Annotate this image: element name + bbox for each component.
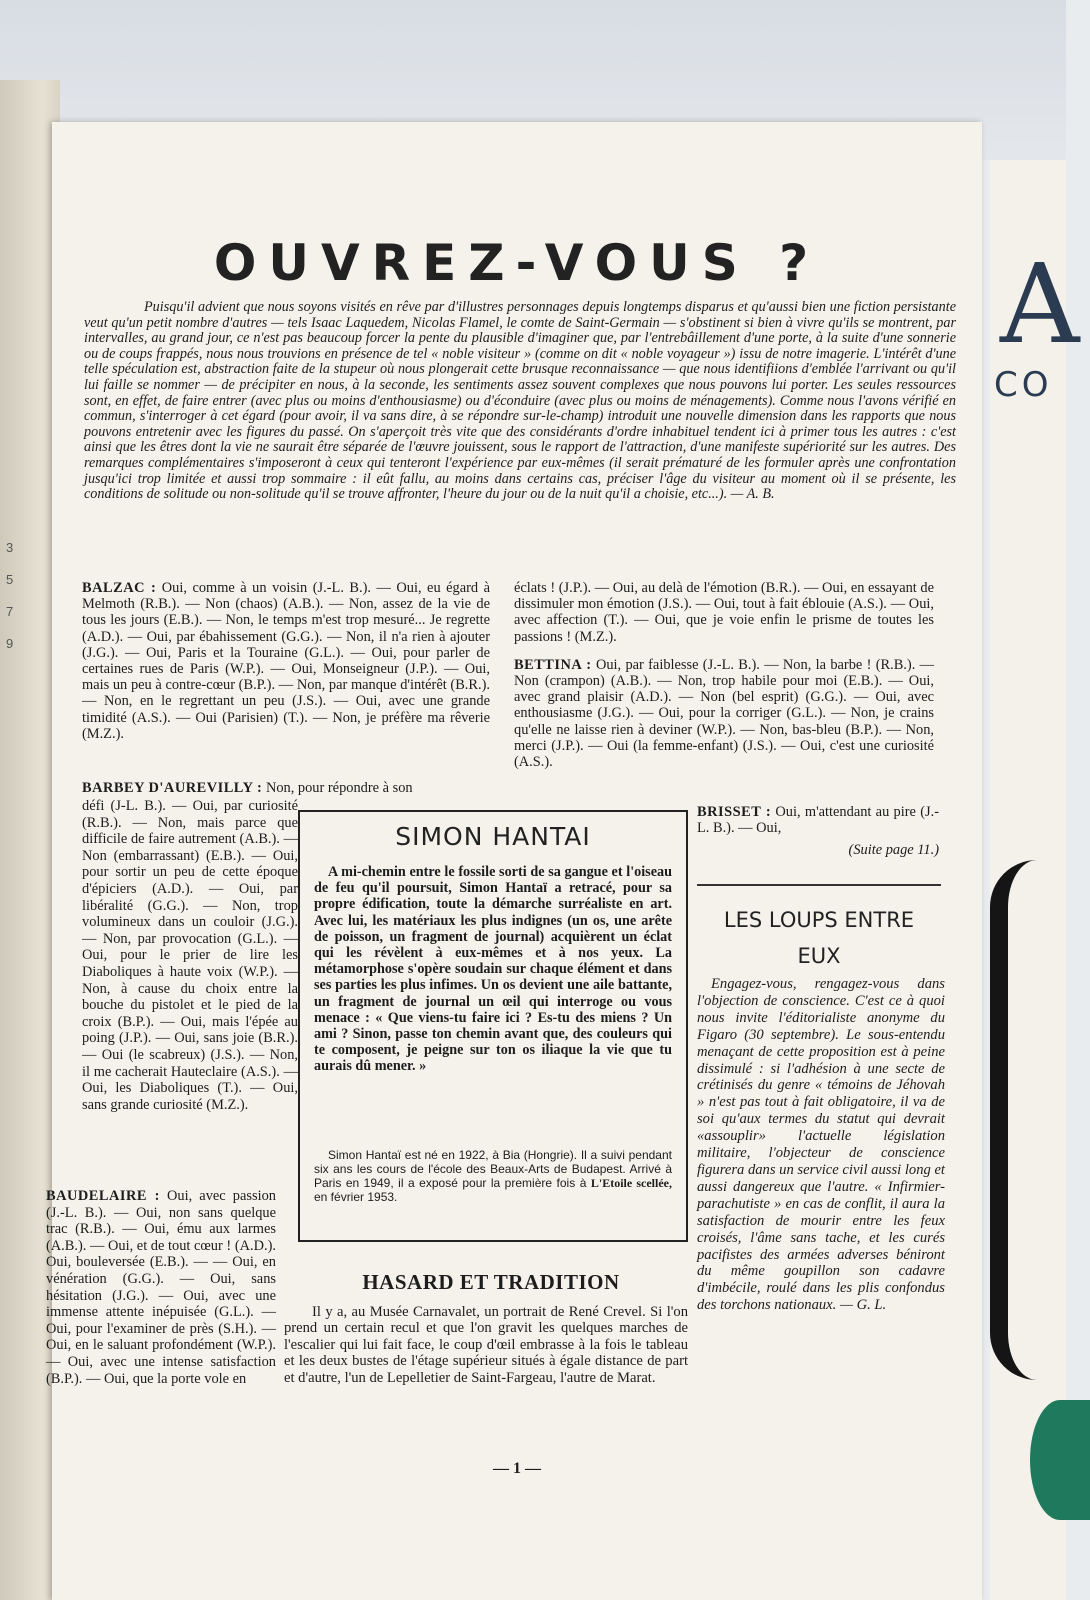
- page-title: OUVREZ-VOUS ?: [213, 234, 821, 292]
- hantai-bio-text: Simon Hantaï est né en 1922, à Bia (Hongrie). Il a suivi pendant six ans les cours de l'école des Beaux-Arts de Budapest. Arrivé à Paris en 1949, il a exposé pour la première fois à: [314, 1148, 672, 1190]
- loups-title: [697, 902, 941, 974]
- left-column: [82, 580, 490, 754]
- entry-text: Non, pour répondre à son: [265, 780, 413, 796]
- entry-barbey-text: défi (J-L. B.). — Oui, par curiosité (R.B.). — Non, mais parce que difficile de faire autrement (A.B.). — Non (embarrassant) (E.B.). — Oui, pour sortir un peu de cette époque d'épiciers (A.D.). — Oui, par libéralité (G.G.). — Non, trop volumineux dans un couloir (J.G.). — Non, par provocation (G.L.). — Oui, pour le prier de lire les Diaboliques à haute voix (W.P.). — Non, à cause du choix entre la bouche du pistolet et le pied de la croix (B.P.). — Oui, mais l'épée au poing (J.P.). — Oui, sans joie (B.R.). — Oui (le scabreux) (J.S.). — Non, il me cacherait Hauteclaire (A.S.). — Oui, les Diaboliques (T.). — Oui, sans grande curiosité (M.Z.).: [82, 798, 298, 1113]
- cover-green-shape: [1030, 1400, 1090, 1520]
- loups-title-line: EUX: [797, 944, 841, 968]
- margin-number: 7: [6, 604, 14, 619]
- loups-title-line: LES LOUPS ENTRE: [723, 908, 915, 932]
- entry-barbey-heading: [82, 780, 492, 796]
- hantai-bio-date: en février 1953.: [314, 1190, 398, 1204]
- entry-bettina: [514, 657, 934, 770]
- entry-name: BAUDELAIRE :: [46, 1188, 160, 1204]
- hantai-quote: A mi-chemin entre le fossile sorti de sa gangue et l'oiseau de feu qu'il poursuit, Simon Hantaï a retracé, pour sa propre édification, toute la démarche surréaliste en art. Avec lui, les matériaux les plus indignes (un os, une arête de poisson, un fragment de journal) acquièrent un éclat qui les révèlent à eux-mêmes et à nos yeux. La métamorphose s'opère soudain sur chaque élément et dans ses parties les plus infimes. Un os devient une aile battante, un fragment de journal un œil qui interroge ou vous menace : « Que viens-tu faire ici ? Es-tu des miens ? Un ami ? Sinon, passe ton chemin avant que, des couleurs qui te composent, je peigne sur ton os iliaque la vie que tu aurais dû mener. »: [314, 864, 672, 1075]
- page-number: — 1 —: [493, 1460, 541, 1477]
- entry-name: BRISSET :: [697, 804, 772, 820]
- hantai-bio-place: L'Etoile scellée,: [590, 1176, 673, 1190]
- entry-text: Oui, m'attendant au pire (J.-L. B.). — Oui,: [697, 804, 939, 837]
- continued-note: (Suite page 11.): [848, 842, 939, 858]
- entry-baudelaire: [46, 1188, 276, 1387]
- section-divider: [697, 884, 941, 886]
- cover-brush-stroke: [990, 860, 1084, 1380]
- entry-brisset: [697, 804, 939, 836]
- entry-text: Oui, par faiblesse (J.-L. B.). — Non, la barbe ! (R.B.). — Non (crampon) (A.B.). — Non, trop habile pour moi (E.B.). — Oui, avec grand plaisir (A.D.). — Non (bel esprit) (G.G.). — Oui, avec enthousiasme (J.G.). — Oui, pour la corriger (G.L.). — Non, je crains qu'elle ne laisse rien à deviner (W.P.). — Non, bas-bleu (B.P.). — Non, merci (J.P.). — Oui (la femme-enfant) (J.S.). — Oui, c'est une curiosité (A.S.).: [514, 656, 935, 771]
- entry-name: BARBEY D'AUREVILLY :: [82, 780, 263, 796]
- entry-name: BALZAC :: [82, 580, 157, 596]
- hantai-title: SIMON HANTAI: [395, 822, 591, 851]
- magazine-page: [46, 122, 982, 1600]
- intro-paragraph: Puisqu'il advient que nous soyons visités en rêve par d'illustres personnages depuis longtemps disparus et qu'aussi bien une fiction persistante veut qu'un petit nombre d'autres — tels Isaac Laquedem, Nicolas Flamel, le comte de Saint-Germain — s'obstinent si bien à vivre qu'ils se montrent, par intervalles, au grand jour, ce n'est pas beaucoup forcer la pente du plausible d'imaginer que, par l'entrebâillement d'une porte, à la suite d'une sonnerie ou de coups frappés, nous nous trouvions en présence de tel « noble visiteur » (comme on dit « noble voyageur ») issu de notre imagerie. L'intérêt d'une telle spéculation est, abstraction faite de la stupeur où nous plongerait cette brusque reconnaissance — que nous identifiions d'emblée l'arrivant ou qu'il lui faille se nommer — de précipiter en nous, à la seconde, les sentiments assez souvent complexes que nous pouvons lui porter. Les seules ressources sont, en effet, de faire entrer (avec plus ou moins d'enthousiasme) ou d'éconduire (avec plus ou moins de ménagements). Comme nous l'avons vérifié en commun, s'interroger à cet égard (pour avoir, il va sans dire, à se répondre sur-le-champ) introduit une nouvelle dimension dans les rapports que nous pouvons entretenir avec les figures du passé. On s'aperçoit très vite que des considérants d'ordre inhabituel tendent ici à primer tous les autres : c'est ainsi que les êtres dont la vie ne saurait être séparée de l'œuvre jouissent, sous le rapport de l'attraction, d'une manifeste supériorité sur les autres. Des remarques complémentaires s'imposeront à ceux qui tenteront l'expérience par eux-mêmes (il serait prématuré de les formuler après une confrontation jusqu'ici trop limitée et aussi trop sommaire : il eût fallu, au moins dans certains cas, préciser l'âge du visiteur au moment où il se présente, les conditions de solitude ou non-solitude qu'il se trouve affronter, l'heure du jour ou de la nuit qu'il a choisie, etc...). — A. B.: [84, 299, 956, 503]
- hantai-box: [298, 810, 688, 1242]
- margin-number: 3: [6, 540, 14, 555]
- hasard-title: HASARD ET TRADITION: [362, 1270, 620, 1294]
- entry-text: Oui, comme à un voisin (J.-L. B.). — Oui, eu égard à Melmoth (R.B.). — Non (chaos) (A.B.). — Non, assez de la vie de tous les jours (E.B.). — Non, le temps m'est trop mesuré... Je regrette (A.D.). — Oui, par ébahissement (G.G.). — Non, il n'a rien à ajouter (J.G.). — Oui, Paris et la Touraine (G.L.). — Oui, pour parler de certaines rues de Paris (W.P.). — Oui, Monseigneur (J.P.). — Oui, mais un peu à contre-cœur (B.P.). — Non, par manque d'intérêt (B.R.). — Non, en le regrettant un peu (J.S.). — Oui, avec une grande timidité (A.S.). — Oui (Parisien) (T.). — Non, je préfère ma rêverie (M.Z.).: [82, 580, 490, 742]
- entry-text: Oui, avec passion (J.-L. B.). — Oui, non sans quelque trac (R.B.). — Oui, ému aux larmes (A.B.). — Oui, et de tout cœur ! (A.D.). Oui, bouleversée (E.B.). — — Oui, en vénération (G.G.). — Oui, sans hésitation (J.G.). — Oui, avec une immense attente inépuisée (G.L.). — Oui, pour l'examiner de près (S.H.). — Oui, en le saluant profondément (W.P.). — Oui, avec une intense satisfaction (B.P.). — Oui, que la porte vole en: [46, 1188, 276, 1387]
- entry-name: BETTINA :: [514, 656, 592, 673]
- margin-number: 5: [6, 572, 14, 587]
- hantai-bio: [314, 1148, 672, 1204]
- adjacent-magazine-cover: [990, 160, 1080, 1600]
- loups-text: Engagez-vous, rengagez-vous dans l'objection de conscience. C'est ce à quoi nous invite l'éditorialiste anonyme du Figaro (30 septembre). Le sous-entendu menaçant de cette proposition est à peine dissimulé : si l'adhésion à une secte de crétinisés du genre « témoins de Jéhovah » n'est pas tout à fait obligatoire, il va de soi qu'aux termes du statut qui devrait «assouplir» l'actuelle législation militaire, l'objecteur de conscience figurera dans un service civil aussi long et aussi dangereux que l'autre. « Infirmier-parachutiste » en cas de conflit, il aura la satisfaction de mourir entre les feux croisés, l'âme sans tache, et les curés pacifistes des armées adverses béniront du même goupillon son cadavre d'imbécile, roulé dans les plis confondus des torchons nationaux. — G. L.: [697, 976, 945, 1314]
- cover-fragment: CO: [994, 365, 1053, 405]
- hasard-text: Il y a, au Musée Carnavalet, un portrait de René Crevel. Si l'on prend un certain recul et que l'on gravit les quelques marches de l'escalier qui lui fait face, le coup d'œil embrasse à la fois le tableau et les deux bustes de l'étage supérieur situés à égale distance de part et d'autre, l'un de Lepelletier de Saint-Fargeau, l'autre de Marat.: [284, 1304, 688, 1386]
- right-column: [514, 580, 934, 782]
- entry-continuation: éclats ! (J.P.). — Oui, au delà de l'émotion (B.R.). — Oui, en essayant de dissimuler mon émotion (J.S.). — Oui, tout à fait éblouie (A.S.). — Oui, avec affection (T.). — Oui, que je voie enfin le prisme de toutes les passions ! (M.Z.).: [514, 580, 934, 645]
- entry-balzac: [82, 580, 490, 742]
- cover-letter: A: [1000, 240, 1080, 368]
- margin-number: 9: [6, 636, 14, 651]
